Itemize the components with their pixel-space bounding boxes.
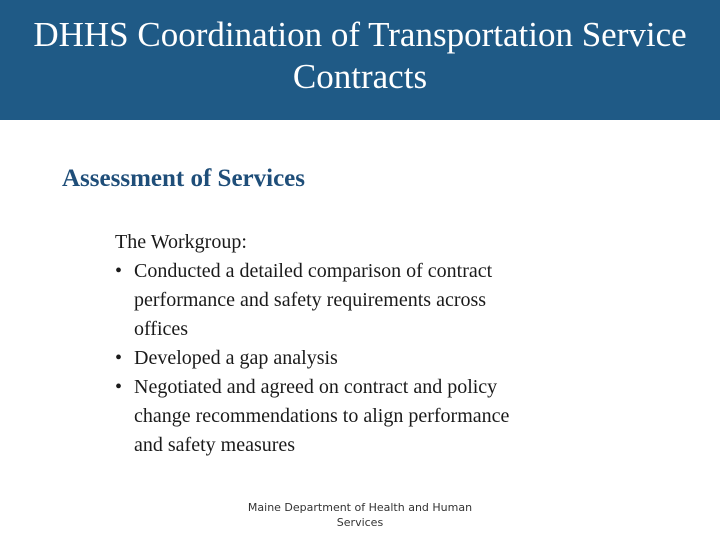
bullet-item-1 [115, 257, 615, 344]
bullet-1-line-3: offices [134, 318, 189, 340]
footer-organization [240, 500, 480, 530]
bullet-icon: • [115, 347, 123, 369]
footer-line-1: Maine Department of Health and Human [247, 501, 473, 514]
title-bar [0, 0, 720, 120]
bullet-3-line-3: and safety measures [134, 434, 296, 456]
bullet-1-line-1: Conducted a detailed comparison of contract [134, 260, 493, 282]
section-subtitle: Assessment of Services [62, 165, 306, 192]
bullet-icon: • [115, 260, 123, 282]
bullet-item-2 [115, 344, 615, 373]
bullet-icon: • [115, 376, 123, 398]
page-title [0, 14, 720, 98]
bullet-item-3 [115, 373, 615, 460]
title-line-1: DHHS Coordination of Transportation Service [33, 15, 687, 54]
bullet-1-line-2: performance and safety requirements across [134, 289, 487, 311]
intro-text: The Workgroup: [115, 231, 247, 253]
bullet-list [115, 257, 615, 460]
title-line-2: Contracts [292, 57, 428, 96]
footer-line-2: Services [336, 516, 384, 529]
bullet-2-line-1: Developed a gap analysis [134, 347, 338, 369]
bullet-3-line-1: Negotiated and agreed on contract and policy [134, 376, 498, 398]
bullet-3-line-2: change recommendations to align performance [134, 405, 510, 427]
content-body [115, 228, 615, 460]
